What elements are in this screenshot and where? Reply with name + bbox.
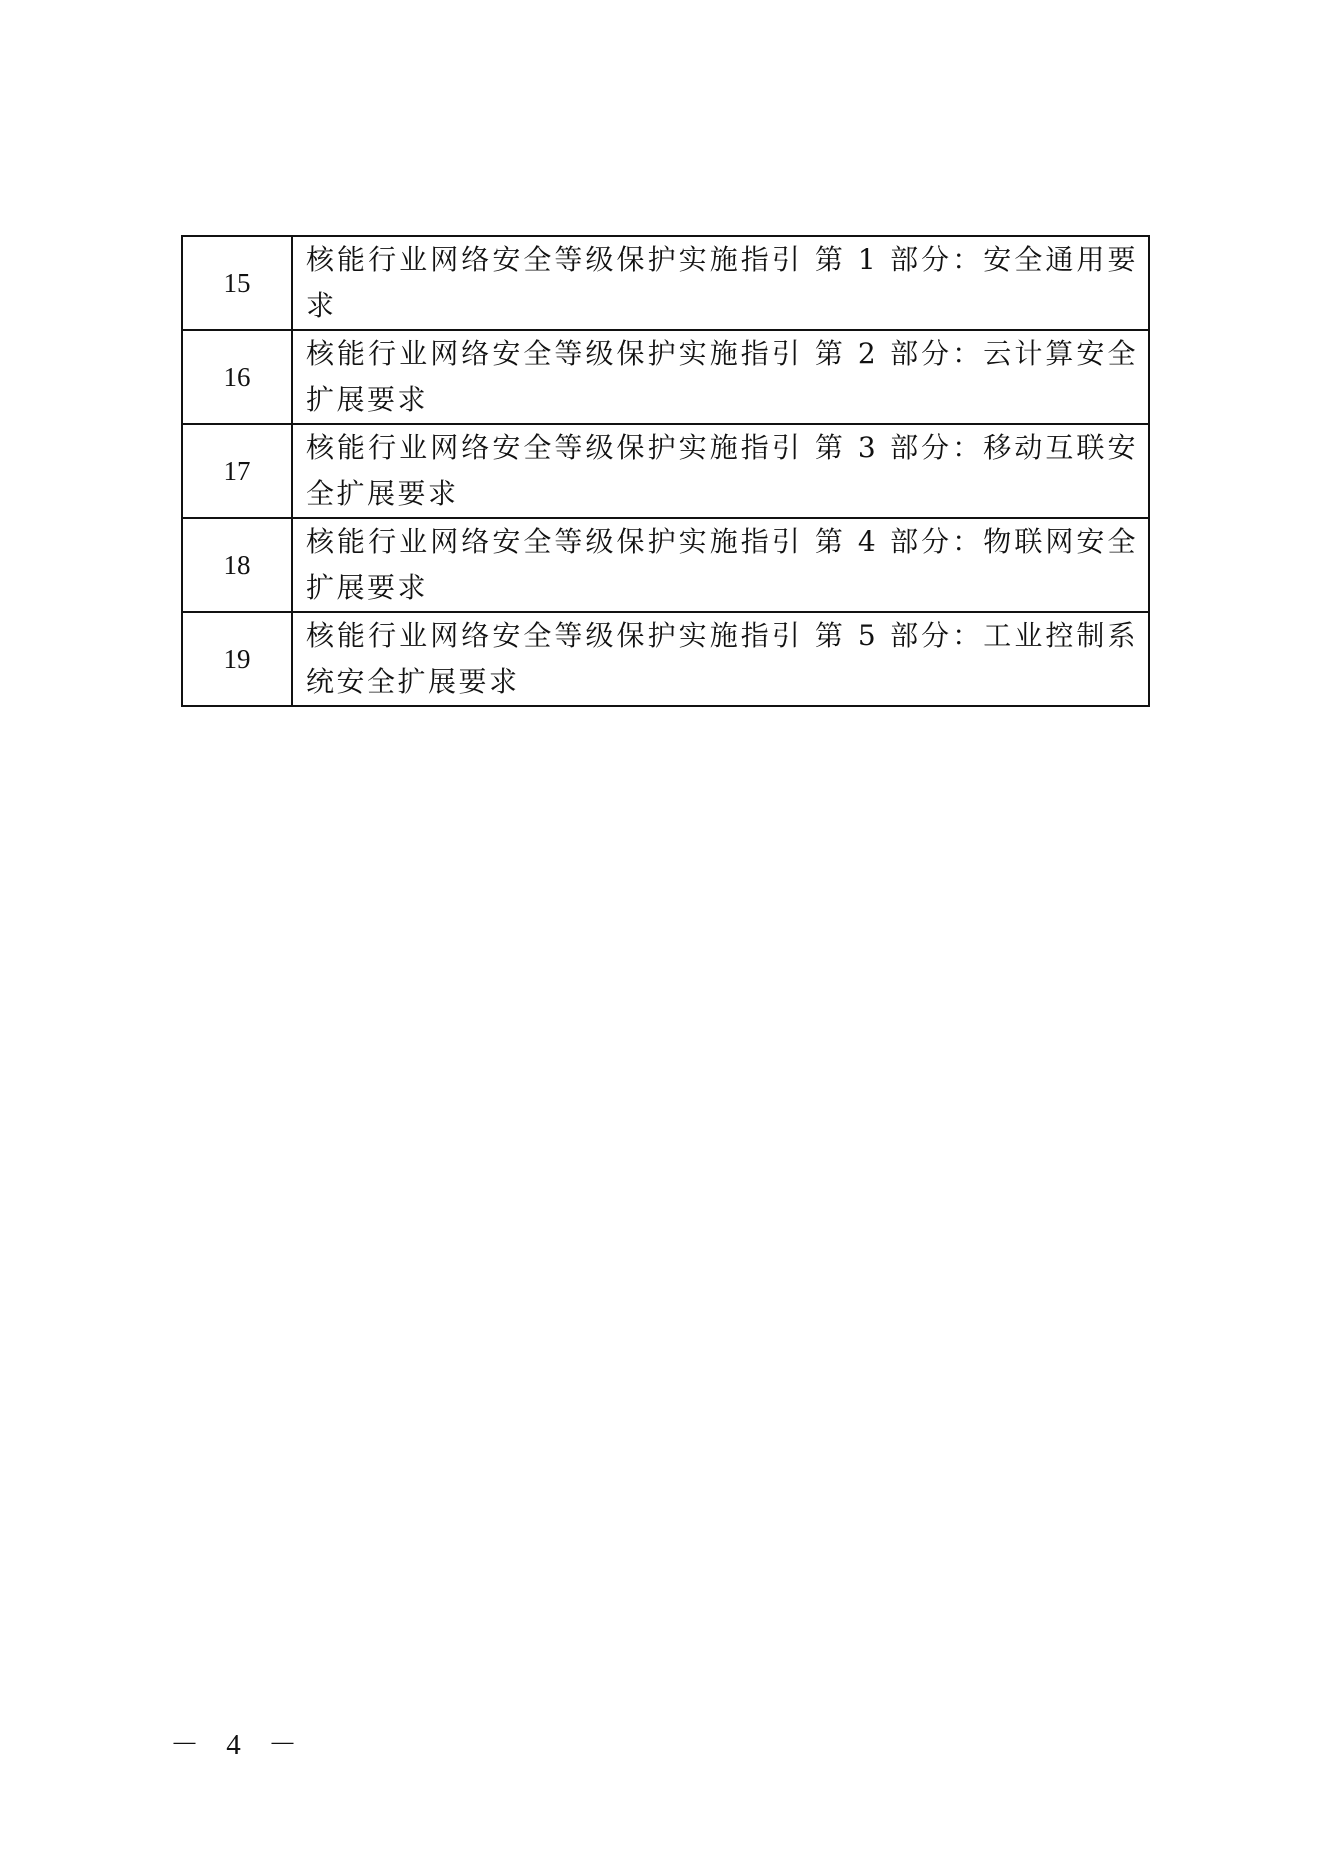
row-number: 17 <box>182 424 292 518</box>
row-number: 18 <box>182 518 292 612</box>
table-row <box>182 330 1149 424</box>
table-row <box>182 518 1149 612</box>
table-row <box>182 236 1149 330</box>
row-number: 15 <box>182 236 292 330</box>
standard-title: 核能行业网络安全等级保护实施指引 第 1 部分：安全通用要求 <box>292 236 1149 330</box>
standards-table <box>181 235 1150 707</box>
page-number: － 4 － <box>170 1729 308 1761</box>
table-row <box>182 424 1149 518</box>
standard-title: 核能行业网络安全等级保护实施指引 第 4 部分：物联网安全扩展要求 <box>292 518 1149 612</box>
standard-title: 核能行业网络安全等级保护实施指引 第 5 部分：工业控制系统安全扩展要求 <box>292 612 1149 706</box>
row-number: 19 <box>182 612 292 706</box>
standard-title: 核能行业网络安全等级保护实施指引 第 2 部分：云计算安全扩展要求 <box>292 330 1149 424</box>
row-number: 16 <box>182 330 292 424</box>
standard-title: 核能行业网络安全等级保护实施指引 第 3 部分：移动互联安全扩展要求 <box>292 424 1149 518</box>
table-row <box>182 612 1149 706</box>
